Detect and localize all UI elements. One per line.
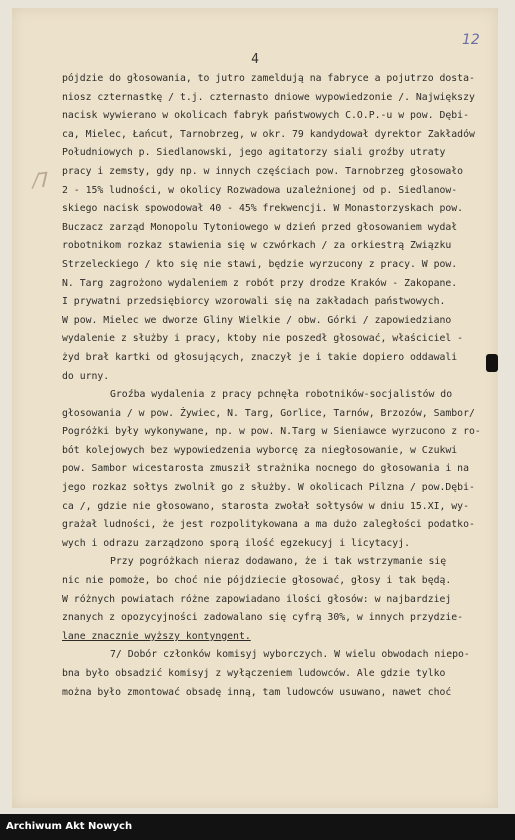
text-line: W pow. Mielec we dworze Gliny Wielkie / obw. Górki / zapowiedziano — [62, 314, 452, 326]
text-line: skiego nacisk spowodował 40 - 45% frekwencji. W Monastorzyskach pow. — [62, 203, 464, 215]
paragraph-first-line: Przy pogróżkach nieraz dodawano, że i tak wstrzymanie się — [110, 556, 447, 568]
archive-folio-mark: 12 — [462, 32, 480, 48]
text-line: żyd brał kartki od głosujących, znaczył je i takie dopiero oddawali — [62, 351, 458, 363]
text-line: pow. Sambor wicestarosta zmusził strażnika nocnego do głosowania i na — [62, 463, 469, 475]
text-line: bna było obsadzić komisyj z wyłączeniem ludowców. Ale gdzie tylko — [62, 668, 446, 679]
text-line: nic nie pomoże, bo choć nie pójdziecie głosować, głosy i tak będą. — [62, 575, 452, 587]
paragraph-first-line: Groźba wydalenia z pracy pchnęła robotników-socjalistów do — [110, 389, 453, 401]
text-line: Pogróżki były wykonywane, np. w pow. N.Targ w Sieniawce wyrzucono z ro- — [62, 426, 481, 438]
archive-footer-bar — [0, 814, 515, 840]
text-line: Strzeleckiego / kto się nie stawi, będzie wyrzucony z pracy. W pow. — [62, 258, 458, 270]
text-line: nacisk wywierano w okolicach fabryk państwowych C.O.P.-u w pow. Dębi- — [62, 110, 469, 122]
text-line: do urny. — [62, 370, 110, 382]
text-line: N. Targ zagrożono wydaleniem z robót przy drodze Kraków - Zakopane. — [62, 277, 458, 289]
document-page — [12, 8, 498, 808]
text-line: ca, Mielec, Łańcut, Tarnobrzeg, w okr. 79 kandydował dyrektor Zakładów — [62, 128, 475, 140]
text-line: pójdzie do głosowania, to jutro zameldują na fabryce a pojutrzo dosta- — [62, 73, 475, 84]
text-line: głosowania / w pow. Żywiec, N. Targ, Gorlice, Tarnów, Brzozów, Sambor/ — [62, 407, 475, 419]
text-line: grażał ludności, że jest rozpolitykowana a ma dużo zaległości podatko- — [62, 519, 475, 531]
text-line: znanych z opozycyjności zadowalano się cyfrą 30%, w innych przydzie- — [62, 612, 464, 624]
text-line: wydalenie z służby i pracy, ktoby nie poszedł głosować, właściciel - — [62, 333, 464, 345]
typed-body-text — [62, 70, 481, 702]
binder-hole — [486, 354, 498, 372]
archive-label: Archiwum Akt Nowych — [6, 821, 133, 832]
section-heading-line: 7/ Dobór członków komisyj wyborczych. W wielu obwodach niepo- — [110, 649, 470, 661]
text-line: ca /, gdzie nie głosowano, starosta zwołał sołtysów w dniu 15.XI, wy- — [62, 500, 469, 512]
underlined-line: lane znacznie wyższy kontyngent. — [62, 630, 251, 642]
page-number: 4 — [251, 52, 259, 67]
text-line: robotnikom rozkaz stawienia się w czwórkach / za orkiestrą Związku — [62, 240, 452, 252]
text-line: Południowych p. Siedlanowski, jego agitatorzy siali groźby utraty — [62, 147, 446, 159]
text-line: Buczacz zarząd Monopolu Tytoniowego w dzień przed głosowaniem wydał — [62, 221, 458, 233]
text-line: bót kolejowych bez wypowiedzenia wyborcę za niegłosowanie, w Czukwi — [62, 444, 458, 456]
margin-pencil-mark: ⁄7 — [32, 166, 52, 194]
text-line: I prywatni przedsiębiorcy wzorowali się na zakładach państwowych. — [62, 296, 446, 308]
text-line: można było zmontować obsadę inną, tam ludowców usuwano, nawet choć — [62, 686, 452, 698]
text-line: niosz czternastkę / t.j. czternasto dniowe wypowiedzonie /. Największy — [62, 91, 475, 103]
text-line: pracy i zemsty, gdy np. w innych częściach pow. Tarnobrzeg głosowało — [62, 165, 464, 177]
text-line: 2 - 15% ludności, w okolicy Rozwadowa uzależnionej od p. Siedlanow- — [62, 184, 458, 196]
text-line: W różnych powiatach różne zapowiadano ilości głosów: w najbardziej — [62, 593, 452, 605]
text-line: jego rozkaz sołtys zwolnił go z służby. W okolicach Pilzna / pow.Dębi- — [62, 482, 475, 494]
text-line: wych i odrazu zarządzono sporą ilość egzekucyj i licytacyj. — [62, 537, 410, 549]
